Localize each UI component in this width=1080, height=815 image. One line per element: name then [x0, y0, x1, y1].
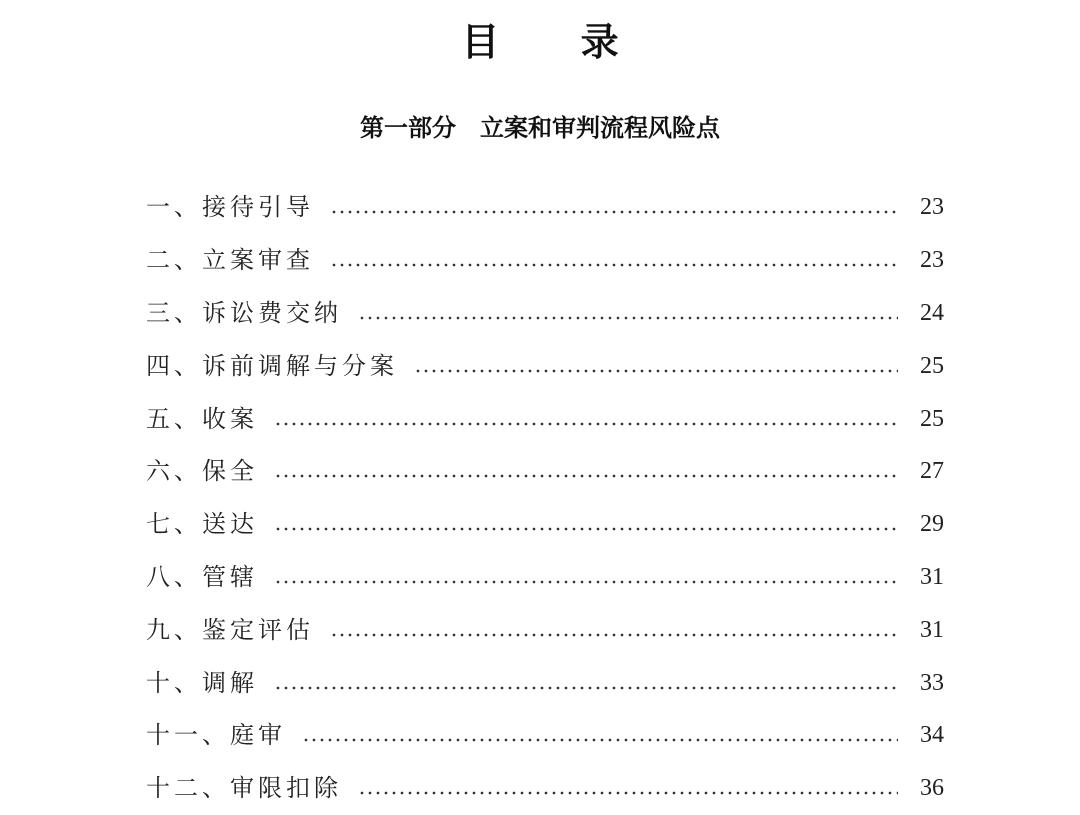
toc-entry-label: 一、接待引导 — [146, 193, 314, 222]
dot-leader — [414, 340, 898, 392]
toc-entry-page-number: 31 — [920, 616, 944, 643]
toc-entry-label: 九、鉴定评估 — [146, 615, 314, 644]
toc-entry[interactable] — [146, 234, 944, 287]
toc-entry-label: 十一、庭审 — [146, 721, 286, 750]
toc-entry[interactable] — [146, 287, 944, 340]
toc-entry[interactable] — [146, 498, 944, 551]
page-title: 目 录 — [461, 20, 653, 64]
dot-leader — [274, 657, 898, 709]
toc-entry-label: 五、收案 — [146, 404, 258, 433]
section-heading: 第一部分 立案和审判流程风险点 — [360, 114, 720, 142]
toc-entry[interactable] — [146, 762, 944, 815]
toc-entry[interactable] — [146, 656, 944, 709]
toc-entry-page-number: 24 — [920, 299, 944, 326]
toc-entry-page-number: 29 — [920, 511, 944, 538]
toc-entry-label: 十二、审限扣除 — [146, 774, 342, 803]
toc-entry[interactable] — [146, 551, 944, 604]
dot-leader — [330, 234, 898, 286]
toc-entry-label: 十、调解 — [146, 668, 258, 697]
toc-entry-page-number: 33 — [920, 669, 944, 696]
dot-leader — [358, 287, 898, 339]
toc-entry-page-number: 31 — [920, 563, 944, 590]
toc-entry[interactable] — [146, 392, 944, 445]
dot-leader — [274, 498, 898, 550]
dot-leader — [274, 551, 898, 603]
toc-entry[interactable] — [146, 603, 944, 656]
toc-entry-label: 八、管辖 — [146, 562, 258, 591]
toc-entry-page-number: 25 — [920, 352, 944, 379]
toc-entry[interactable] — [146, 339, 944, 392]
toc-entry-page-number: 25 — [920, 405, 944, 432]
toc-entry-label: 六、保全 — [146, 457, 258, 486]
toc-entry-page-number: 34 — [920, 722, 944, 749]
dot-leader — [330, 181, 898, 233]
toc-entry-label: 三、诉讼费交纳 — [146, 298, 342, 327]
dot-leader — [302, 709, 898, 761]
toc-entry-label: 二、立案审查 — [146, 246, 314, 275]
table-of-contents — [146, 181, 944, 815]
toc-entry-label: 七、送达 — [146, 510, 258, 539]
dot-leader — [330, 604, 898, 656]
toc-entry-page-number: 23 — [920, 194, 944, 221]
toc-entry[interactable] — [146, 181, 944, 234]
toc-entry[interactable] — [146, 709, 944, 762]
dot-leader — [274, 393, 898, 445]
toc-entry-page-number: 23 — [920, 247, 944, 274]
toc-entry[interactable] — [146, 445, 944, 498]
toc-entry-label: 四、诉前调解与分案 — [146, 351, 398, 380]
toc-entry-page-number: 36 — [920, 775, 944, 802]
toc-entry-page-number: 27 — [920, 458, 944, 485]
dot-leader — [274, 445, 898, 497]
dot-leader — [358, 762, 898, 814]
